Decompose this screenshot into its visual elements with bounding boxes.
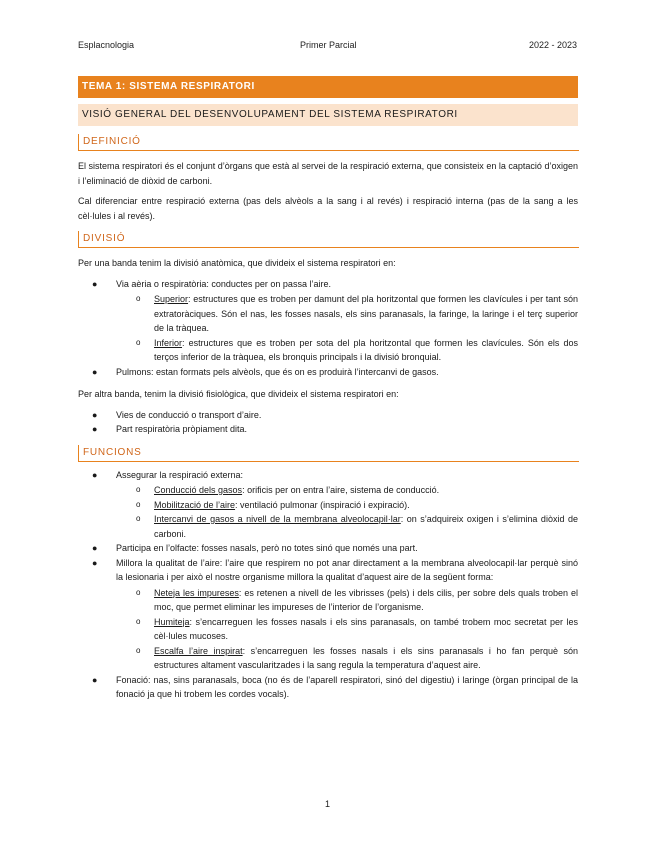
header-subject: Esplacnologia bbox=[78, 40, 135, 50]
circle-bullet-icon: o bbox=[136, 616, 141, 626]
circle-bullet-icon: o bbox=[136, 294, 141, 303]
list-item bbox=[78, 422, 578, 437]
circle-bullet-icon: o bbox=[136, 645, 141, 655]
superior-term: Superior bbox=[154, 294, 189, 304]
millora-sublist bbox=[116, 586, 578, 673]
humiteja-text: : s’encarreguen les fosses nasals i els sins paranasals, on també trobem moc secretat per les cèl·lules mucoses. bbox=[154, 616, 578, 641]
humiteja-term: Humiteja bbox=[154, 616, 190, 627]
superior-text: : estructures que es troben per damunt del pla horitzontal que formen les clavícules i per tant són extratoràciques. Són el nas, les fosses nasals, els sins paranasals, la faringe, la laringe i el terç superior de la tràquea. bbox=[154, 294, 578, 333]
circle-bullet-icon: o bbox=[136, 499, 141, 509]
olfacte-text: Participa en l’olfacte: fosses nasals, però no totes sinó que només una part. bbox=[116, 543, 418, 553]
pulmons-text: Pulmons: estan formats pels alvèols, que és on es produirà l’intercanvi de gasos. bbox=[116, 366, 439, 377]
funcions-list bbox=[78, 468, 578, 702]
bullet-icon: ● bbox=[92, 674, 98, 685]
vies-text: Vies de conducció o transport d’aire. bbox=[116, 409, 262, 420]
bullet-icon: ● bbox=[92, 557, 98, 568]
escalfa-text: : s’encarreguen les fosses nasals i els sins paranasals i ho fan perquè són estructures altament vascularitzades i la sang regula la temperatura d’aquest aire. bbox=[154, 645, 578, 670]
millora-text: Millora la qualitat de l’aire: l’aire que respirem no pot anar directament a la membrana alveolocapil·lar perquè sinó la lesionaria i per això el nostre organisme millora la qualitat d’aquest aire de la següent forma: bbox=[116, 557, 578, 582]
section-heading-divisio: DIVISIÓ bbox=[78, 231, 579, 248]
circle-bullet-icon: o bbox=[136, 485, 141, 494]
circle-bullet-icon: o bbox=[136, 514, 141, 523]
neteja-term: Neteja les impureses bbox=[154, 587, 239, 598]
circle-bullet-icon: o bbox=[136, 587, 141, 597]
bullet-icon: ● bbox=[92, 469, 98, 480]
conduccio-text: : orificis per on entra l’aire, sistema de conducció. bbox=[242, 485, 440, 495]
definicio-paragraph-1: El sistema respiratori és el conjunt d’òrgans que està al servei de la respiració externa, que consisteix en la captació d’oxigen i l’eliminació de diòxid de carboni. bbox=[78, 161, 578, 186]
bullet-icon: ● bbox=[92, 543, 98, 553]
list-item bbox=[78, 277, 578, 365]
list-item bbox=[78, 556, 578, 673]
list-item bbox=[78, 673, 578, 702]
part-text: Part respiratòria pròpiament dita. bbox=[116, 424, 248, 434]
section-heading-definicio: DEFINICIÓ bbox=[78, 134, 579, 151]
list-item bbox=[116, 586, 578, 615]
mobilitzacio-term: Mobilització de l’aire bbox=[154, 499, 236, 510]
bullet-icon: ● bbox=[92, 278, 98, 289]
header-exam: Primer Parcial bbox=[300, 40, 357, 50]
list-item bbox=[116, 336, 578, 365]
divisio-intro-anatomica: Per una banda tenim la divisió anatòmica, que divideix el sistema respiratori en: bbox=[78, 258, 396, 268]
list-item bbox=[78, 468, 578, 542]
divisio-intro-fisiologica: Per altra banda, tenim la divisió fisiològica, que divideix el sistema respiratori en: bbox=[78, 389, 399, 399]
conduccio-term: Conducció dels gasos bbox=[154, 485, 243, 495]
section-heading-funcions: FUNCIONS bbox=[78, 445, 579, 462]
inferior-text: : estructures que es troben per sota del pla horitzontal que formen les clavícules. Són els dos terços inferior de la tràquea, els bronquis principals i la divisió bronquial. bbox=[154, 337, 578, 362]
bullet-icon: ● bbox=[92, 424, 98, 434]
physiological-division-list bbox=[78, 408, 578, 437]
document-body bbox=[78, 76, 578, 702]
anatomical-division-list bbox=[78, 277, 578, 380]
intercanvi-term: Intercanvi de gasos a nivell de la membrana alveolocapil·lar bbox=[154, 514, 401, 524]
list-item bbox=[78, 408, 578, 423]
subtitle: VISIÓ GENERAL DEL DESENVOLUPAMENT DEL SISTEMA RESPIRATORI bbox=[78, 104, 578, 126]
via-aeria-sublist bbox=[116, 292, 578, 365]
inferior-term: Inferior bbox=[154, 337, 183, 348]
circle-bullet-icon: o bbox=[136, 337, 141, 347]
list-item bbox=[116, 644, 578, 673]
fonacio-text: Fonació: nas, sins paranasals, boca (no és de l’aparell respiratori, sinó del digestiu) i laringe (òrgan principal de la fonació ja que hi trobem les cordes vocals). bbox=[116, 674, 578, 699]
mobilitzacio-text: : ventilació pulmonar (inspiració i expiració). bbox=[235, 499, 410, 510]
via-aeria-text: Via aèria o respiratòria: conductes per on passa l’aire. bbox=[116, 278, 331, 289]
neteja-text: : es retenen a nivell de les vibrisses (pels) i dels cilis, per sobre dels quals troben el moc, que permet eliminar les impureses de l’interior de l’organisme. bbox=[154, 587, 578, 612]
definicio-paragraph-2: Cal diferenciar entre respiració externa (pas dels alvèols a la sang i al revés) i respiració interna (pas de la sang a les cèl·lules i al revés). bbox=[78, 196, 578, 221]
list-item bbox=[78, 365, 578, 380]
list-item bbox=[116, 292, 578, 336]
page-number: 1 bbox=[324, 799, 330, 809]
intercanvi-text: : on s’adquireix oxigen i s’elimina diòxid de carboni. bbox=[154, 514, 578, 539]
list-item bbox=[78, 541, 578, 556]
list-item bbox=[116, 498, 578, 513]
bullet-icon: ● bbox=[92, 366, 98, 377]
escalfa-term: Escalfa l’aire inspirat bbox=[154, 645, 243, 656]
assegurar-text: Assegurar la respiració externa: bbox=[116, 469, 244, 480]
list-item bbox=[116, 615, 578, 644]
list-item bbox=[116, 512, 578, 541]
assegurar-sublist bbox=[116, 483, 578, 541]
list-item bbox=[116, 483, 578, 498]
bullet-icon: ● bbox=[92, 409, 98, 420]
header-year: 2022 - 2023 bbox=[528, 40, 577, 50]
tema-title: TEMA 1: SISTEMA RESPIRATORI bbox=[78, 76, 578, 98]
